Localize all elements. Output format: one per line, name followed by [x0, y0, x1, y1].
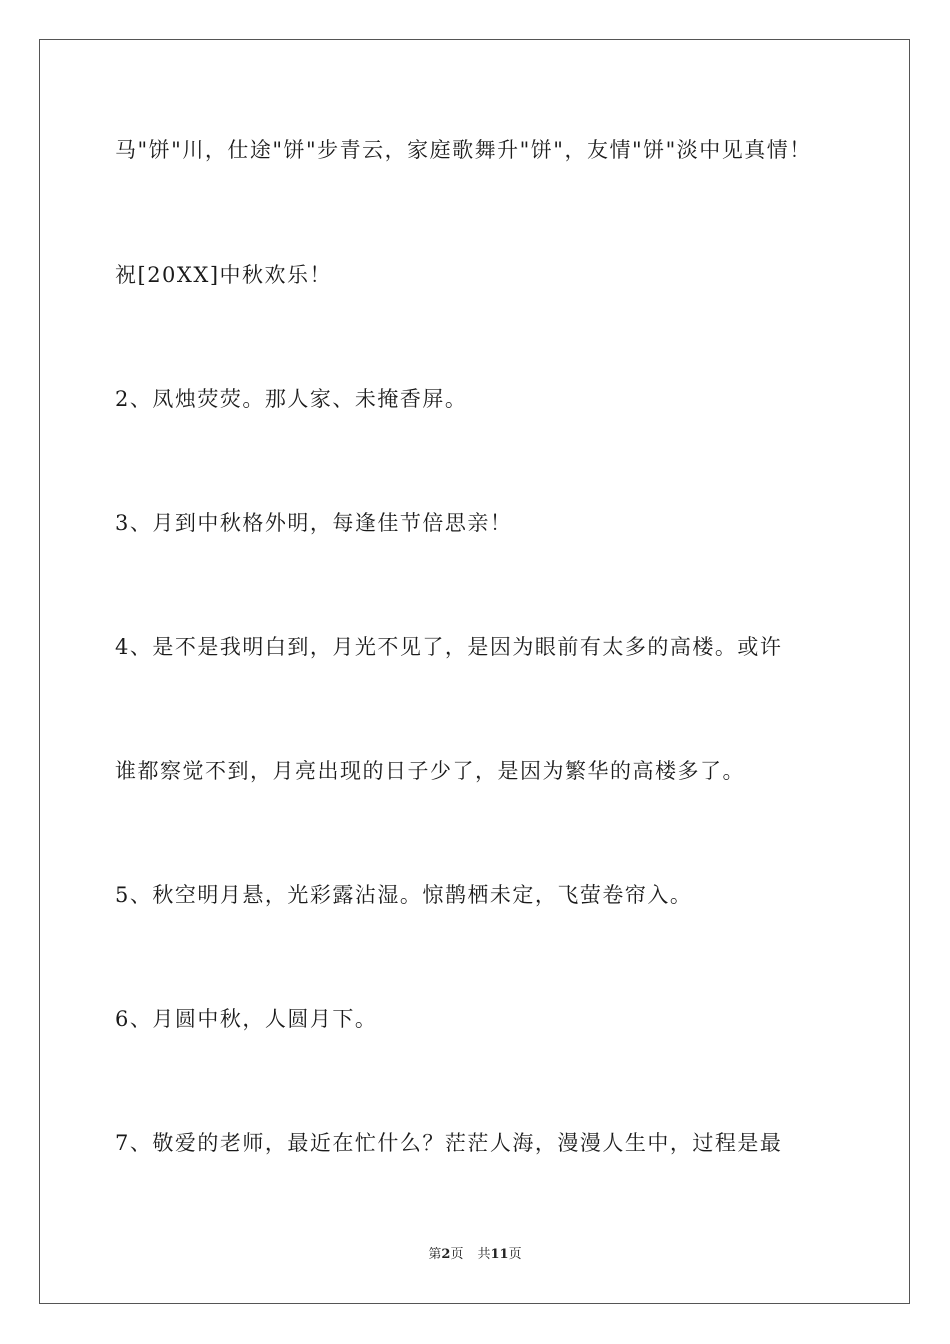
text-line-4: 3、月到中秋格外明，每逢佳节倍思亲！ — [115, 511, 513, 535]
page-prefix: 第 — [428, 1247, 442, 1262]
total-suffix: 页 — [508, 1247, 522, 1262]
page-footer — [0, 1246, 950, 1264]
page-suffix: 页 — [450, 1247, 464, 1262]
page-number: 2 — [441, 1247, 451, 1262]
text-line-3: 2、凤烛荧荧。那人家、未掩香屏。 — [115, 387, 468, 411]
text-line-9: 7、敬爱的老师，最近在忙什么？茫茫人海，漫漫人生中，过程是最 — [115, 1131, 783, 1155]
total-prefix: 共 — [477, 1247, 491, 1262]
text-line-8: 6、月圆中秋，人圆月下。 — [115, 1007, 378, 1031]
text-line-7: 5、秋空明月悬，光彩露沾湿。惊鹊栖未定，飞萤卷帘入。 — [115, 883, 693, 907]
total-pages: 11 — [490, 1247, 509, 1262]
page-border — [39, 39, 910, 1304]
text-line-1: 马"饼"川，仕途"饼"步青云，家庭歌舞升"饼"，友情"饼"淡中见真情！ — [115, 138, 812, 162]
text-line-6: 谁都察觉不到，月亮出现的日子少了，是因为繁华的高楼多了。 — [115, 759, 745, 783]
text-line-5: 4、是不是我明白到，月光不见了，是因为眼前有太多的高楼。或许 — [115, 635, 783, 659]
text-line-2: 祝[20XX]中秋欢乐！ — [115, 263, 333, 287]
